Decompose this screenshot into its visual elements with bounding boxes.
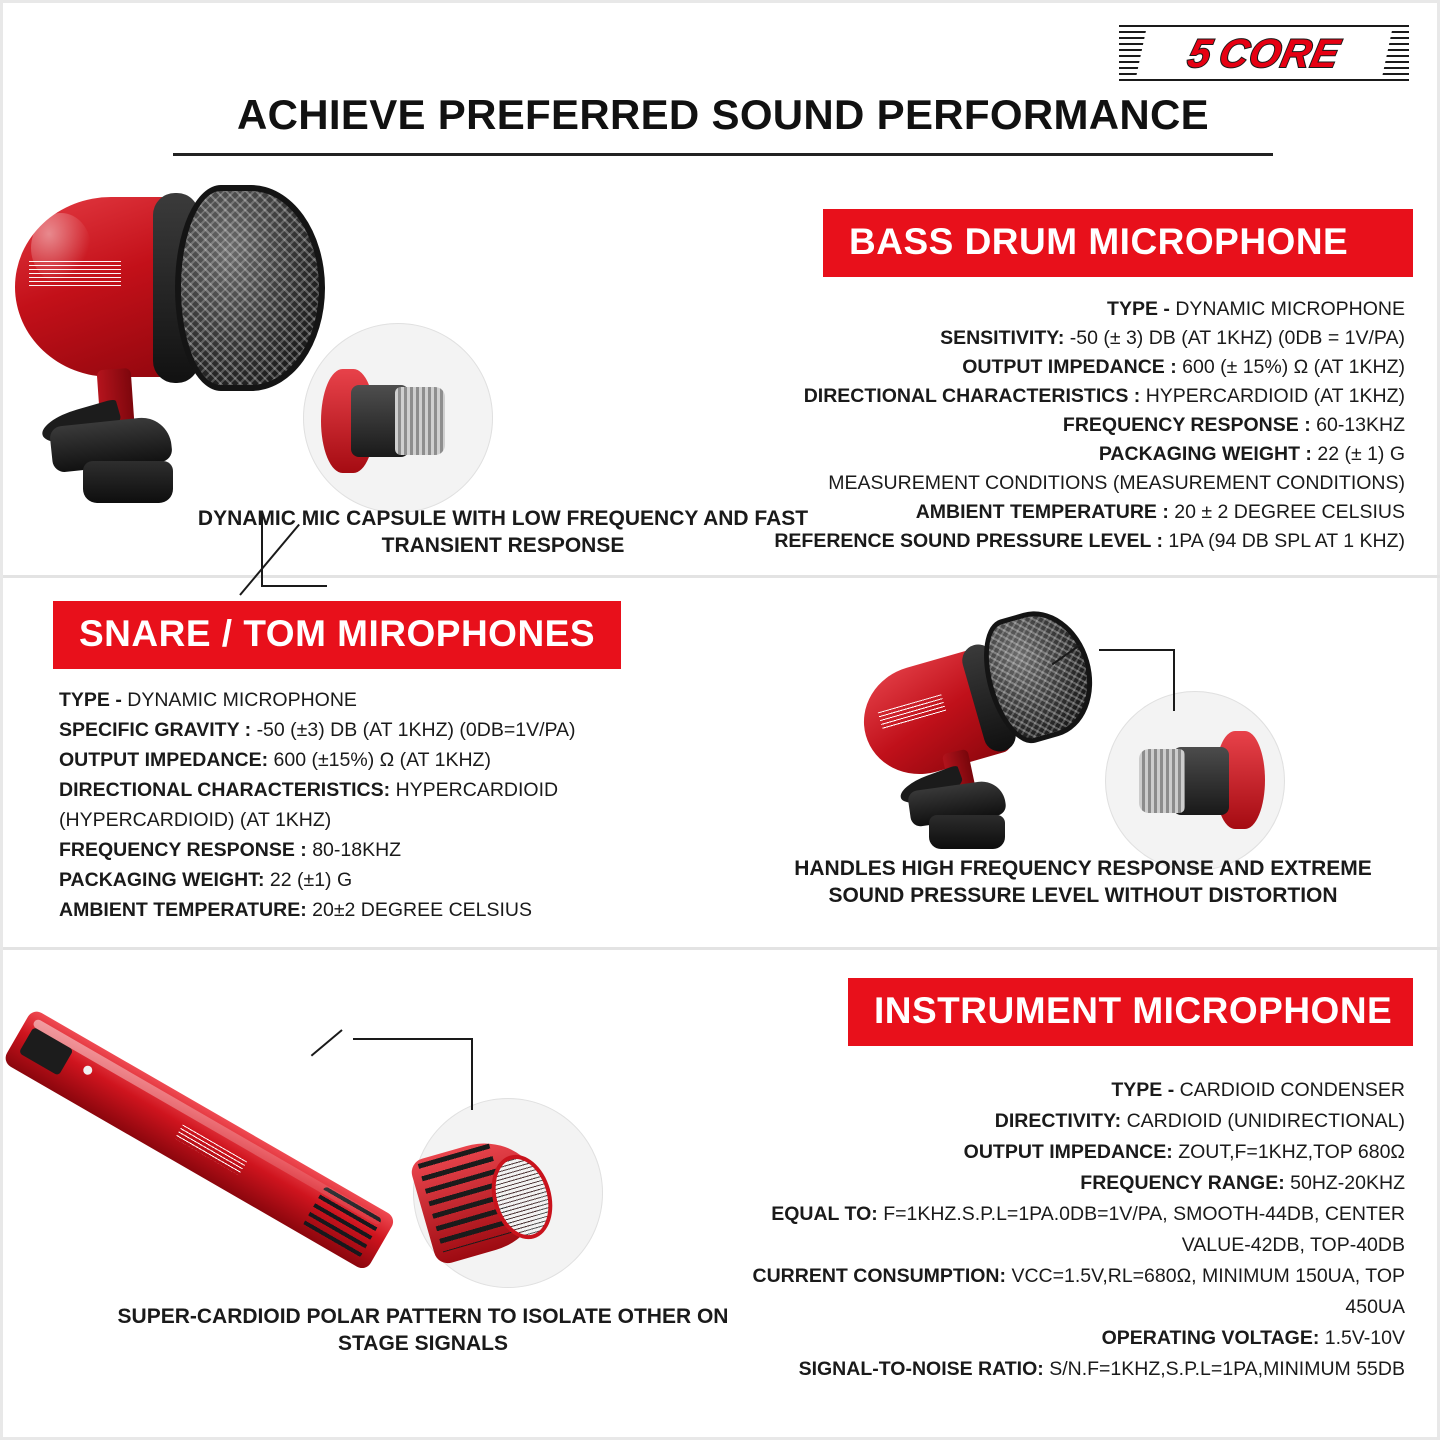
caption-snare-tom: HANDLES HIGH FREQUENCY RESPONSE AND EXTREME SOUND PRESSURE LEVEL WITHOUT DISTORTION <box>794 857 1372 907</box>
spec-value: 22 (± 1) G <box>1317 443 1405 465</box>
spec-value: 80-18KHZ <box>312 839 402 861</box>
spec-row <box>745 295 1405 324</box>
spec-label: TYPE - <box>1111 1079 1175 1101</box>
spec-row <box>745 527 1405 556</box>
snare-tom-mic-illustration <box>843 603 1403 853</box>
spec-label: DIRECTIONAL CHARACTERISTICS : <box>803 385 1141 407</box>
spec-row <box>715 1168 1405 1199</box>
page-title: ACHIEVE PREFERRED SOUND PERFORMANCE <box>237 91 1209 138</box>
instrument-leader-line-horizontal <box>353 1038 473 1040</box>
spec-value: 1.5V-10V <box>1324 1327 1405 1349</box>
section-divider-2 <box>3 947 1440 950</box>
spec-row <box>745 353 1405 382</box>
logo-text-five: 5 <box>1184 31 1217 76</box>
spec-label: OUTPUT IMPEDANCE: <box>963 1141 1173 1163</box>
spec-value: 600 (±15%) Ω (AT 1KHZ) <box>273 749 491 771</box>
spec-row <box>715 1137 1405 1168</box>
spec-value: -50 (± 3) DB (AT 1KHZ) (0DB = 1V/PA) <box>1069 327 1405 349</box>
spec-label: CURRENT CONSUMPTION: <box>752 1265 1007 1287</box>
spec-value: S/N.F=1KHZ,S.P.L=1PA,MINIMUM 55DB <box>1049 1358 1405 1380</box>
spec-value: MEASUREMENT CONDITIONS (MEASUREMENT CONDITIONS) <box>828 472 1405 494</box>
section-divider-1 <box>3 575 1440 578</box>
spec-value: DYNAMIC MICROPHONE <box>127 689 357 711</box>
instrument-mic-grille-slots <box>302 1186 382 1259</box>
spec-value: F=1KHZ.S.P.L=1PA.0DB=1V/PA, SMOOTH-44DB, CENTER VALUE-42DB, TOP-40DB <box>883 1203 1405 1256</box>
spec-row <box>59 745 679 775</box>
spec-value: CARDIOID (UNIDIRECTIONAL) <box>1126 1110 1405 1132</box>
instrument-mic-body <box>2 1008 397 1272</box>
caption-instrument: SUPER-CARDIOID POLAR PATTERN TO ISOLATE OTHER ON STAGE SIGNALS <box>117 1305 729 1355</box>
spec-row <box>715 1075 1405 1106</box>
page-header <box>3 91 1440 156</box>
spec-row <box>745 411 1405 440</box>
logo-text-core: CORE <box>1215 31 1345 76</box>
spec-label: SIGNAL-TO-NOISE RATIO: <box>798 1358 1044 1380</box>
spec-label: REFERENCE SOUND PRESSURE LEVEL : <box>774 530 1163 552</box>
spec-value: 600 (± 15%) Ω (AT 1KHZ) <box>1182 356 1405 378</box>
bass-mic-mount-base <box>83 461 173 503</box>
instrument-leader-line-diagonal <box>311 1029 343 1056</box>
snare-leader-line-vertical <box>1173 649 1175 711</box>
spec-label: FREQUENCY RESPONSE : <box>59 839 307 861</box>
spec-row <box>745 469 1405 498</box>
specs-instrument <box>715 1075 1405 1385</box>
spec-value: HYPERCARDIOID (AT 1KHZ) <box>1145 385 1405 407</box>
spec-row <box>715 1106 1405 1137</box>
bass-mic-grille <box>175 185 325 391</box>
spec-row <box>715 1354 1405 1385</box>
spec-row <box>715 1261 1405 1323</box>
spec-value: 1PA (94 DB SPL AT 1 KHZ) <box>1168 530 1405 552</box>
spec-row <box>745 324 1405 353</box>
logo-wordmark <box>1113 25 1415 83</box>
bass-drum-mic-illustration <box>3 173 803 533</box>
spec-label: PACKAGING WEIGHT: <box>59 869 265 891</box>
spec-value: 20±2 DEGREE CELSIUS <box>312 899 533 921</box>
spec-value: -50 (±3) DB (AT 1KHZ) (0DB=1V/PA) <box>256 719 576 741</box>
spec-row <box>745 440 1405 469</box>
brand-logo <box>1119 25 1409 83</box>
spec-label: FREQUENCY RESPONSE : <box>1062 414 1311 436</box>
spec-row <box>59 715 679 745</box>
spec-row <box>715 1199 1405 1261</box>
spec-label: SENSITIVITY: <box>940 327 1065 349</box>
spec-value: CARDIOID CONDENSER <box>1179 1079 1405 1101</box>
spec-row <box>59 775 679 835</box>
banner-snare-tom: SNARE / TOM MIROPHONES <box>53 601 621 669</box>
specs-bass-drum <box>745 295 1405 556</box>
spec-label: OUTPUT IMPEDANCE : <box>962 356 1177 378</box>
caption-bass-drum: DYNAMIC MIC CAPSULE WITH LOW FREQUENCY AND FAST TRANSIENT RESPONSE <box>197 507 809 557</box>
spec-label: OUTPUT IMPEDANCE: <box>59 749 269 771</box>
spec-label: SPECIFIC GRAVITY : <box>59 719 252 741</box>
spec-row <box>59 835 679 865</box>
spec-value: HYPERCARDIOID (HYPERCARDIOID) (AT 1KHZ) <box>59 779 559 831</box>
spec-label: OPERATING VOLTAGE: <box>1101 1327 1320 1349</box>
spec-value: 50HZ-20KHZ <box>1290 1172 1405 1194</box>
spec-row <box>59 865 679 895</box>
spec-label: PACKAGING WEIGHT : <box>1098 443 1312 465</box>
snare-leader-line-horizontal <box>1099 649 1175 651</box>
spec-value: DYNAMIC MICROPHONE <box>1175 298 1405 320</box>
banner-bass-drum: BASS DRUM MICROPHONE <box>823 209 1413 277</box>
bass-leader-line-horizontal <box>261 585 327 587</box>
instrument-mic-connector <box>19 1027 74 1076</box>
bass-capsule-metal-barrel <box>395 387 445 455</box>
instrument-mic-illustration <box>23 968 783 1298</box>
instrument-leader-line-vertical <box>471 1038 473 1110</box>
spec-label: AMBIENT TEMPERATURE : <box>915 501 1169 523</box>
spec-label: EQUAL TO: <box>771 1203 878 1225</box>
spec-value: 20 ± 2 DEGREE CELSIUS <box>1174 501 1405 523</box>
spec-label: TYPE - <box>1107 298 1170 320</box>
spec-value: ZOUT,F=1KHZ,TOP 680Ω <box>1178 1141 1405 1163</box>
spec-value: 22 (±1) G <box>269 869 353 891</box>
specs-snare-tom <box>59 685 679 925</box>
spec-label: TYPE - <box>59 689 122 711</box>
spec-label: FREQUENCY RANGE: <box>1080 1172 1285 1194</box>
spec-label: AMBIENT TEMPERATURE: <box>59 899 307 921</box>
spec-row <box>745 382 1405 411</box>
spec-label: DIRECTIVITY: <box>994 1110 1122 1132</box>
spec-value: 60-13KHZ <box>1316 414 1405 436</box>
snare-mic-mount-base <box>929 815 1005 849</box>
bass-mic-logo-icon <box>29 261 121 287</box>
spec-label: DIRECTIONAL CHARACTERISTICS: <box>59 779 391 801</box>
spec-row <box>59 895 679 925</box>
spec-value: VCC=1.5V,RL=680Ω, MINIMUM 150UA, TOP 450UA <box>1011 1265 1405 1318</box>
title-divider <box>173 153 1273 156</box>
spec-row <box>745 498 1405 527</box>
spec-row <box>59 685 679 715</box>
spec-row <box>715 1323 1405 1354</box>
instrument-mic-indicator-dot <box>82 1064 94 1076</box>
snare-capsule-metal-barrel <box>1139 749 1185 813</box>
instrument-mic-logo-icon <box>175 1125 247 1176</box>
banner-instrument: INSTRUMENT MICROPHONE <box>848 978 1413 1046</box>
